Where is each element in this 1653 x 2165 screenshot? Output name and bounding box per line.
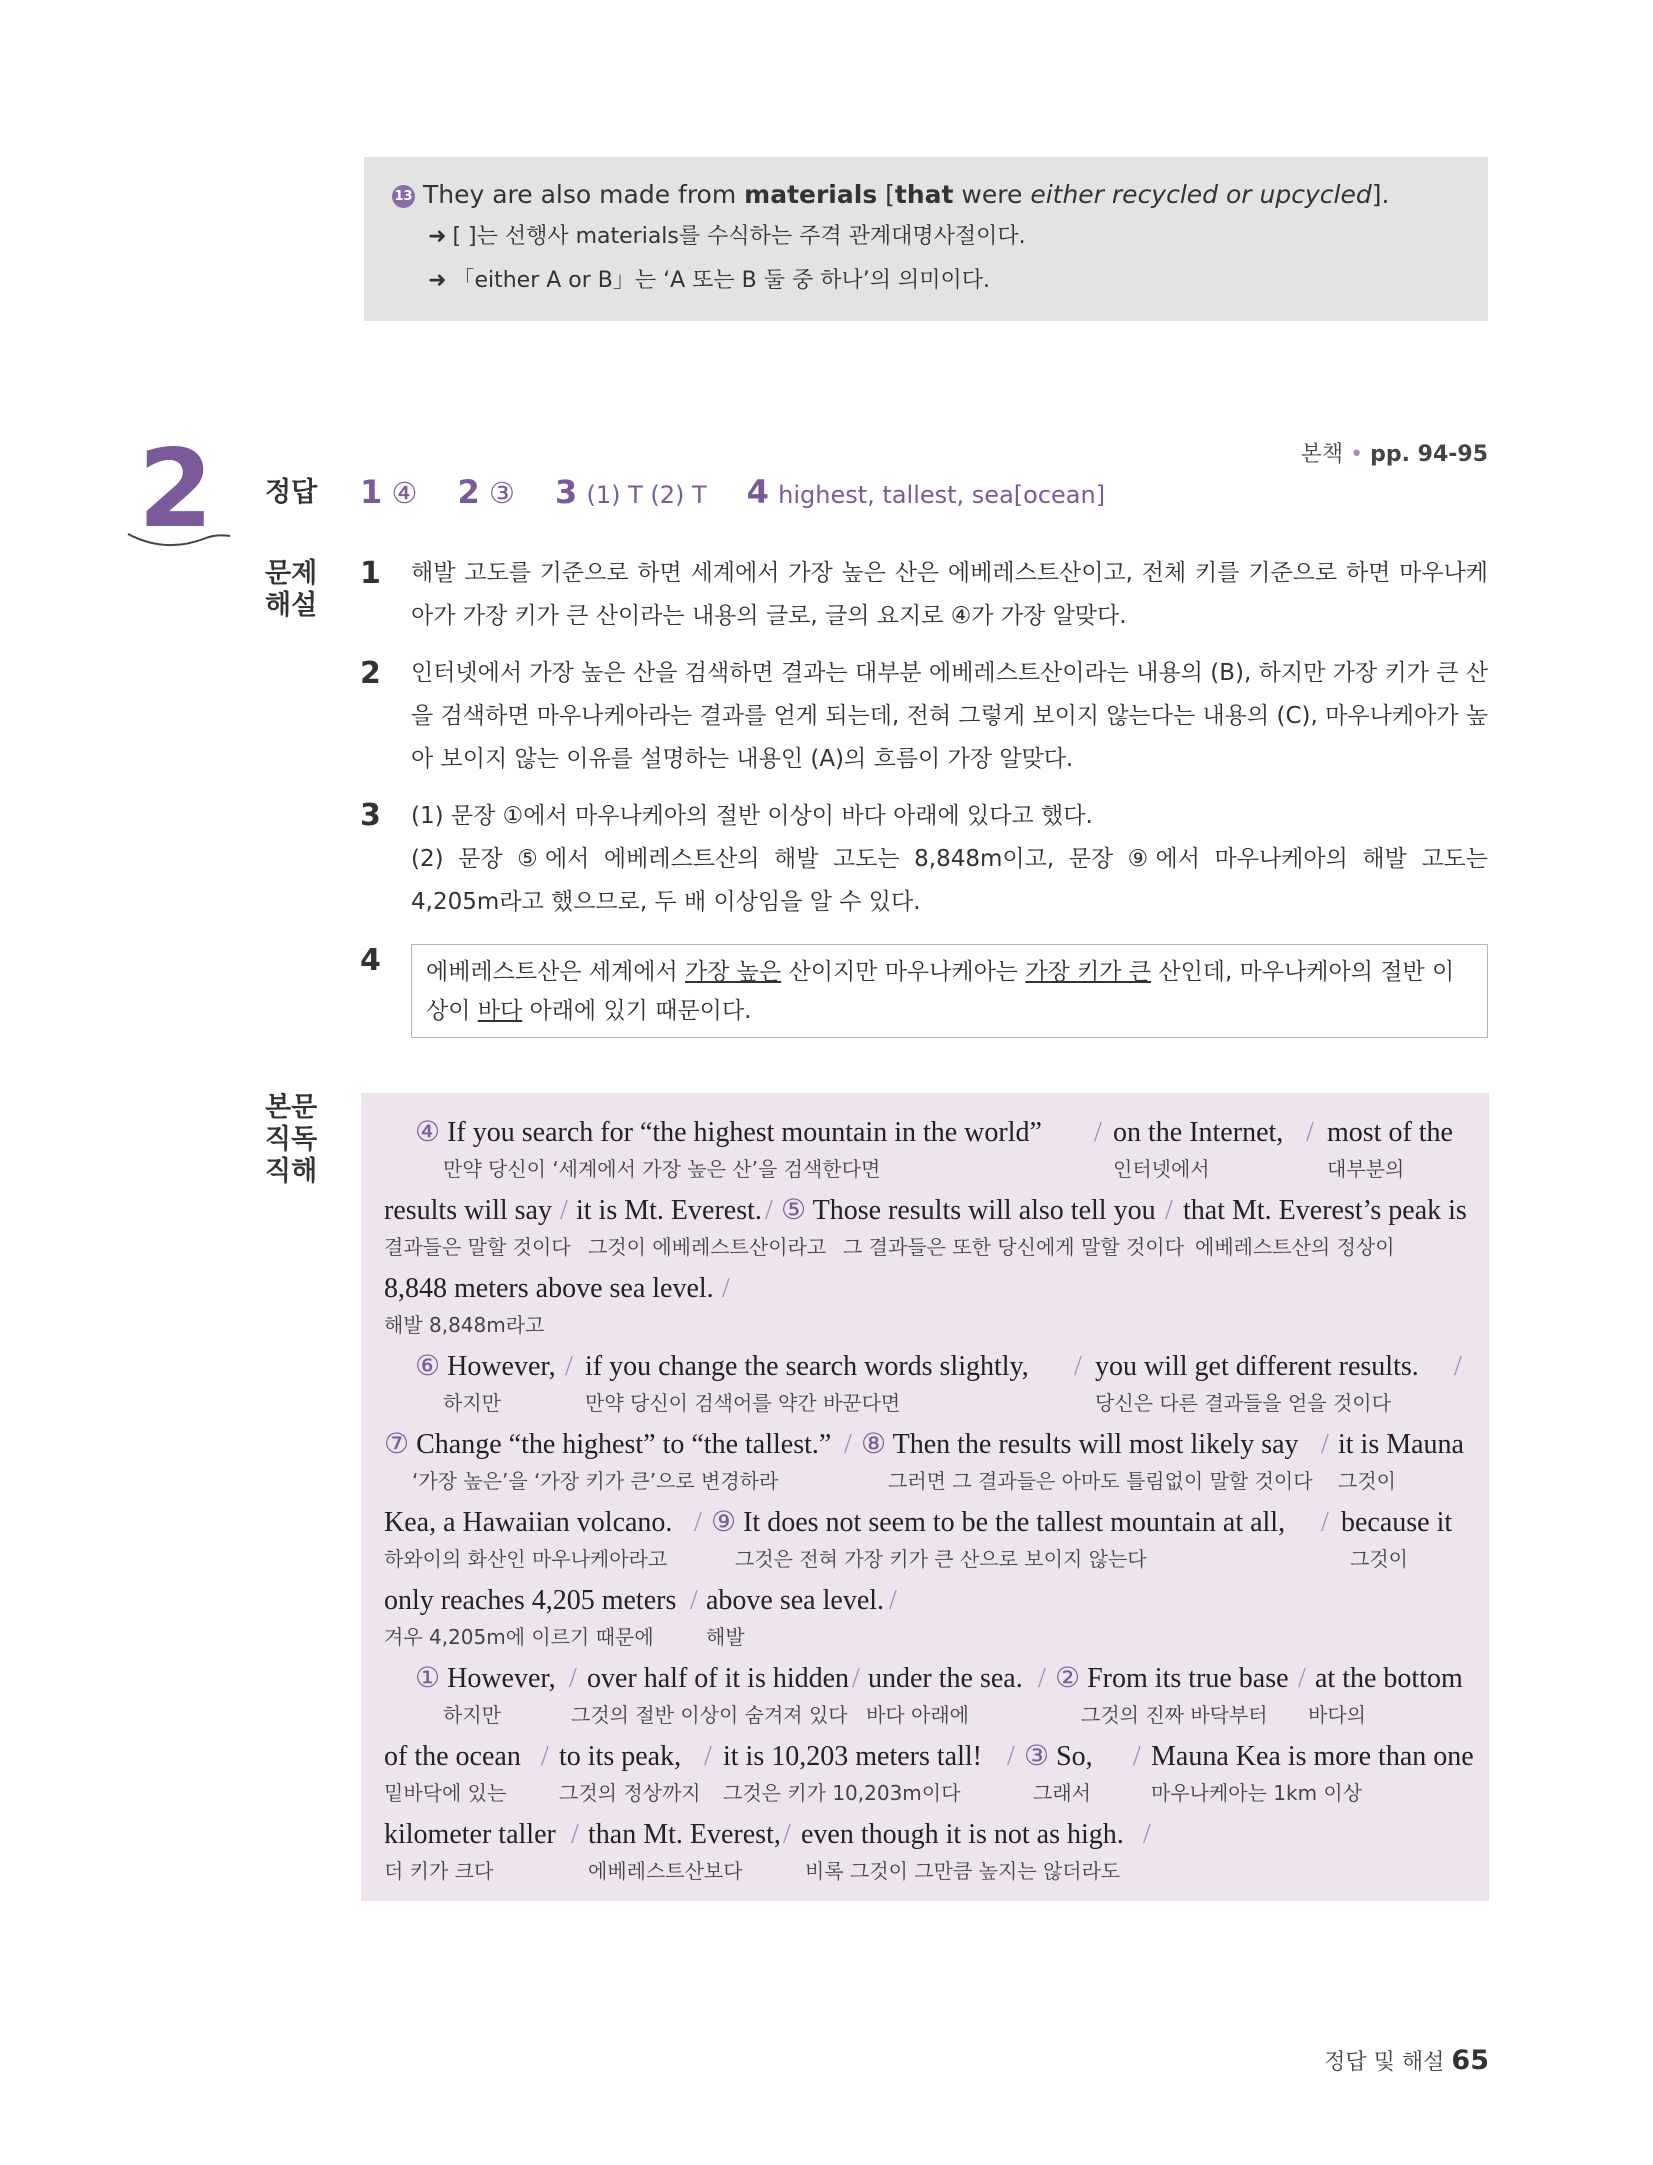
english-chunk: Kea, a Hawaiian volcano. <box>384 1507 673 1538</box>
korean-chunk: 인터넷에서 <box>1113 1157 1210 1181</box>
korean-chunk: 그래서 <box>1033 1781 1091 1805</box>
korean-chunk: 만약 당신이 ‘세계에서 가장 높은 산’을 검색한다면 <box>443 1157 881 1181</box>
question-2-explanation: 인터넷에서 가장 높은 산을 검색하면 결과는 대부분 에베레스트산이라는 내용의 (B), 하지만 가장 키가 큰 산을 검색하면 마우나케아라는 결과를 얻게 되는데, 전혀 그렇게 보이지 않는다는 내용의 (C), 마우나케아가 높아 보이지 않는 이유를 설명하는 내용인 (A)의 흐름이 가장 알맞다. <box>411 660 1488 772</box>
slash-divider: / <box>694 1507 702 1538</box>
korean-chunk: 에베레스트산보다 <box>588 1859 743 1883</box>
english-chunk: kilometer taller <box>384 1819 556 1850</box>
korean-chunk: 그것의 진짜 바닥부터 <box>1081 1703 1268 1727</box>
korean-chunk: 그것의 절반 이상이 숨겨져 있다 <box>571 1703 848 1727</box>
korean-chunk: 그러면 그 결과들은 아마도 틀림없이 말할 것이다 <box>888 1469 1313 1493</box>
sentence-number-marker: ⑥ <box>415 1351 441 1382</box>
korean-chunk: 밑바닥에 있는 <box>384 1781 507 1805</box>
sentence-number-marker: ④ <box>415 1117 441 1148</box>
note-explanation-2: ➜ 「either A or B」는 ‘A 또는 B 둘 중 하나’의 의미이다. <box>428 268 990 293</box>
english-chunk: that Mt. Everest’s peak is <box>1183 1195 1467 1226</box>
korean-chunk: 그것이 <box>1350 1547 1408 1571</box>
english-chunk: above sea level. <box>706 1585 885 1616</box>
slash-divider: / <box>1007 1741 1015 1772</box>
translation-line <box>361 1427 1489 1505</box>
korean-chunk: 비록 그것이 그만큼 높지는 않더라도 <box>805 1859 1121 1883</box>
english-chunk: it is 10,203 meters tall! <box>723 1741 982 1772</box>
korean-chunk: 바다 아래에 <box>866 1703 969 1727</box>
english-chunk: ⑤ Those results will also tell you <box>781 1195 1156 1226</box>
slash-divider: / <box>1298 1663 1306 1694</box>
korean-chunk: 대부분의 <box>1327 1157 1405 1181</box>
question-number: 3 <box>360 798 381 833</box>
english-chunk: ④ If you search for “the highest mountain in the world” <box>415 1117 1042 1148</box>
slash-divider: / <box>1454 1351 1462 1382</box>
korean-chunk: 그것은 전혀 가장 키가 큰 산으로 보이지 않는다 <box>735 1547 1147 1571</box>
slash-divider: / <box>1143 1819 1151 1850</box>
note-explanation-1: ➜ [ ]는 선행사 materials를 수식하는 주격 관계대명사절이다. <box>428 224 1026 249</box>
korean-chunk: 그 결과들은 또한 당신에게 말할 것이다 <box>843 1235 1184 1259</box>
english-chunk: it is Mt. Everest. <box>576 1195 762 1226</box>
page-number: 65 <box>1451 2045 1489 2076</box>
translation-line <box>361 1271 1489 1349</box>
korean-chunk: 그것의 정상까지 <box>559 1781 701 1805</box>
korean-chunk: 더 키가 크다 <box>384 1859 494 1883</box>
translation-line <box>361 1193 1489 1271</box>
korean-chunk: 하지만 <box>443 1391 501 1415</box>
english-chunk: most of the <box>1327 1117 1453 1148</box>
slash-divider: / <box>722 1273 730 1304</box>
korean-chunk: ‘가장 높은’을 ‘가장 키가 큰’으로 변경하라 <box>412 1469 779 1493</box>
english-chunk: than Mt. Everest, <box>588 1819 781 1850</box>
english-chunk: results will say <box>384 1195 552 1226</box>
english-chunk: over half of it is hidden <box>587 1663 850 1694</box>
english-chunk: 8,848 meters above sea level. <box>384 1273 714 1304</box>
korean-chunk: 만약 당신이 검색어를 약간 바꾼다면 <box>585 1391 901 1415</box>
korean-chunk: 그것은 키가 10,203m이다 <box>723 1781 961 1805</box>
english-chunk: under the sea. <box>868 1663 1023 1694</box>
english-chunk: ① However, <box>415 1663 556 1694</box>
sentence-number-marker: ① <box>415 1663 441 1694</box>
sentence-number-marker: ③ <box>1024 1741 1050 1772</box>
slash-divider: / <box>889 1585 897 1616</box>
slash-divider: / <box>571 1819 579 1850</box>
sentence-number-marker: ⑧ <box>861 1429 887 1460</box>
translation-box <box>361 1093 1489 1901</box>
english-chunk: on the Internet, <box>1113 1117 1284 1148</box>
english-chunk: ⑥ However, <box>415 1351 556 1382</box>
translation-line <box>361 1583 1489 1661</box>
slash-divider: / <box>1133 1741 1141 1772</box>
slash-divider: / <box>1321 1429 1329 1460</box>
english-chunk: because it <box>1341 1507 1453 1538</box>
swoosh-decoration <box>126 528 236 552</box>
english-chunk: ⑦ Change “the highest” to “the tallest.” <box>384 1429 832 1460</box>
page-footer: 정답 및 해설 65 <box>1324 2045 1489 2076</box>
english-chunk: at the bottom <box>1315 1663 1463 1694</box>
korean-chunk: 해발 <box>706 1625 745 1649</box>
slash-divider: / <box>1306 1117 1314 1148</box>
question-1-explanation: 해발 고도를 기준으로 하면 세계에서 가장 높은 산은 에베레스트산이고, 전체 키를 기준으로 하면 마우나케아가 가장 키가 큰 산이라는 내용의 글로, 글의 요지로 ④가 가장 알맞다. <box>411 560 1488 629</box>
english-chunk: ⑨ It does not seem to be the tallest mountain at all, <box>711 1507 1286 1538</box>
slash-divider: / <box>1074 1351 1082 1382</box>
korean-chunk: 하와이의 화산인 마우나케아라고 <box>384 1547 668 1571</box>
korean-chunk: 겨우 4,205m에 이르기 때문에 <box>384 1625 654 1649</box>
arrow-icon: ➜ <box>428 224 447 249</box>
sentence-number-marker: ⑨ <box>711 1507 737 1538</box>
slash-divider: / <box>541 1741 549 1772</box>
english-chunk: it is Mauna <box>1338 1429 1464 1460</box>
answers-label: 정답 <box>265 477 318 508</box>
korean-chunk: 에베레스트산의 정상이 <box>1195 1235 1395 1259</box>
english-chunk: ⑧ Then the results will most likely say <box>861 1429 1299 1460</box>
slash-divider: / <box>690 1585 698 1616</box>
english-chunk: ② From its true base <box>1055 1663 1289 1694</box>
korean-chunk: 해발 8,848m라고 <box>384 1313 545 1337</box>
slash-divider: / <box>765 1195 773 1226</box>
slash-divider: / <box>569 1663 577 1694</box>
section-number: 2 <box>138 427 214 552</box>
translation-label: 본문 직독 직해 <box>265 1092 318 1187</box>
slash-divider: / <box>1038 1663 1046 1694</box>
answers-line: 1 ④ 2 ③ 3 (1) T (2) T 4 highest, tallest, sea[ocean] <box>360 473 1106 511</box>
explanation-label: 문제 해설 <box>265 558 318 621</box>
korean-chunk: 하지만 <box>443 1703 501 1727</box>
sentence-number-marker: ② <box>1055 1663 1081 1694</box>
english-chunk: of the ocean <box>384 1741 521 1772</box>
korean-chunk: 바다의 <box>1308 1703 1366 1727</box>
question-number: 4 <box>360 943 381 978</box>
english-chunk: if you change the search words slightly, <box>585 1351 1029 1382</box>
korean-chunk: 그것이 <box>1338 1469 1396 1493</box>
question-3-explanation: (1) 문장 ①에서 마우나케아의 절반 이상이 바다 아래에 있다고 했다. (2) 문장 ⑤에서 에베레스트산의 해발 고도는 8,848m이고, 문장 ⑨에서 마우나케아의 해발 고도는 4,205m라고 했으므로, 두 배 이상임을 알 수 있다. <box>411 803 1488 915</box>
slash-divider: / <box>844 1429 852 1460</box>
slash-divider: / <box>783 1819 791 1850</box>
translation-line <box>361 1349 1489 1427</box>
slash-divider: / <box>565 1351 573 1382</box>
slash-divider: / <box>560 1195 568 1226</box>
page-reference: 본책 • pp. 94-95 <box>1300 442 1488 467</box>
english-chunk: only reaches 4,205 meters <box>384 1585 677 1616</box>
question-number: 2 <box>360 656 381 691</box>
english-chunk: you will get different results. <box>1095 1351 1419 1382</box>
translation-line <box>361 1505 1489 1583</box>
sentence-number-badge: 13 <box>392 185 415 208</box>
slash-divider: / <box>704 1741 712 1772</box>
korean-chunk: 결과들은 말할 것이다 <box>384 1235 571 1259</box>
grammar-note-box <box>364 157 1488 321</box>
slash-divider: / <box>1165 1195 1173 1226</box>
translation-line <box>361 1661 1489 1739</box>
slash-divider: / <box>852 1663 860 1694</box>
english-chunk: to its peak, <box>559 1741 682 1772</box>
translation-line <box>361 1115 1489 1193</box>
sentence-number-marker: ⑦ <box>384 1429 410 1460</box>
translation-line <box>361 1739 1489 1817</box>
korean-chunk: 마우나케아는 1km 이상 <box>1151 1781 1363 1805</box>
arrow-icon: ➜ <box>428 268 447 293</box>
korean-chunk: 그것이 에베레스트산이라고 <box>588 1235 827 1259</box>
question-number: 1 <box>360 556 381 591</box>
korean-chunk: 당신은 다른 결과들을 얻을 것이다 <box>1095 1391 1391 1415</box>
english-chunk: ③ So, <box>1024 1741 1093 1772</box>
english-chunk: even though it is not as high. <box>801 1819 1124 1850</box>
sentence-number-marker: ⑤ <box>781 1195 807 1226</box>
note-sentence: 13 They are also made from materials [that were either recycled or upcycled]. <box>392 175 1460 215</box>
slash-divider: / <box>1094 1117 1102 1148</box>
translation-line <box>361 1817 1489 1895</box>
english-chunk: Mauna Kea is more than one <box>1151 1741 1474 1772</box>
bullet-dot: • <box>1350 442 1364 467</box>
question-4-answer-box: 에베레스트산은 세계에서 가장 높은 산이지만 마우나케아는 가장 키가 큰 산인데, 마우나케아의 절반 이상이 바다 아래에 있기 때문이다. <box>411 944 1488 1038</box>
slash-divider: / <box>1321 1507 1329 1538</box>
